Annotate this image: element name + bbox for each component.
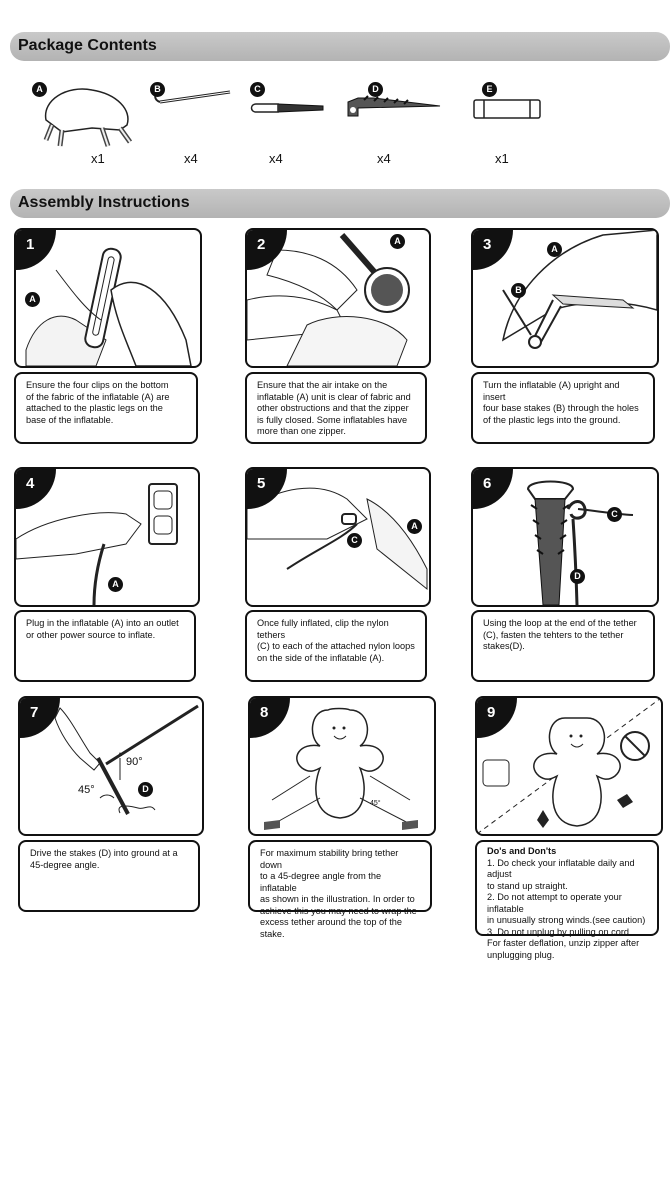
package-contents-header (10, 32, 670, 61)
label-d: D (570, 569, 585, 584)
package-item-b (150, 80, 240, 120)
label-a: A (390, 234, 405, 249)
package-item-d (344, 80, 444, 125)
package-item-c (248, 80, 328, 120)
step-5-text: Once fully inflated, clip the nylon tethers (C) to each of the attached nylon loops on the side of the inflatable (A). (245, 610, 427, 682)
package-contents-title: Package Contents (18, 37, 157, 54)
qty-e: x1 (495, 151, 509, 166)
qty-d: x4 (377, 151, 391, 166)
step-9-illustration (475, 696, 663, 836)
step-number: 9 (477, 698, 517, 738)
step-7-text: Drive the stakes (D) into ground at a 45-degree angle. (18, 840, 200, 912)
letter-badge: E (482, 82, 497, 97)
qty-a: x1 (91, 151, 105, 166)
letter-badge: A (32, 82, 47, 97)
dos-and-donts-title: Do's and Don'ts (487, 846, 557, 856)
angle-45-label: 45° (78, 784, 95, 796)
qty-c: x4 (269, 151, 283, 166)
step-3-text: Turn the inflatable (A) upright and insert four base stakes (B) through the holes of the plastic legs into the ground. (471, 372, 655, 444)
step-number: 7 (20, 698, 60, 738)
letter-badge: B (150, 82, 165, 97)
step-2-text: Ensure that the air intake on the inflatable (A) unit is clear of fabric and other obstructions and that the zipper is fully closed. Some inflatables have more than one zipper. (245, 372, 427, 444)
step-number: 1 (16, 230, 56, 270)
step-8-illustration (248, 696, 436, 836)
step-3-illustration (471, 228, 659, 368)
label-a: A (108, 577, 123, 592)
step-number: 3 (473, 230, 513, 270)
step-4-illustration (14, 467, 200, 607)
label-c: C (347, 533, 362, 548)
step-4-text: Plug in the inflatable (A) into an outlet or other power source to inflate. (14, 610, 196, 682)
step-9-text: Do's and Don'ts 1. Do check your inflatable daily and adjust to stand up straight. 2. Do not attempt to operate your inflatable in unusually strong winds.(see caution) 3. Do not unplug by pulling on cord. For faster deflation, unzip zipper after unplugging plug. (475, 840, 659, 936)
angle-90-label: 90° (126, 756, 143, 768)
step-7-illustration (18, 696, 204, 836)
step-1-text: Ensure the four clips on the bottom of the fabric of the inflatable (A) are attached to the plastic legs on the base of the inflatable. (14, 372, 198, 444)
letter-badge: D (368, 82, 383, 97)
step-6-text: Using the loop at the end of the tether (C), fasten the tehters to the tether stakes(D). (471, 610, 655, 682)
step-number: 8 (250, 698, 290, 738)
step-1-illustration (14, 228, 202, 368)
label-b: B (511, 283, 526, 298)
step-number: 5 (247, 469, 287, 509)
assembly-instructions-title: Assembly Instructions (18, 194, 190, 211)
step-2-illustration (245, 228, 431, 368)
label-a: A (25, 292, 40, 307)
step-6-illustration (471, 467, 659, 607)
package-item-e (470, 80, 550, 125)
qty-b: x4 (184, 151, 198, 166)
step-number: 4 (16, 469, 56, 509)
label-a: A (407, 519, 422, 534)
step-5-illustration (245, 467, 431, 607)
label-d: D (138, 782, 153, 797)
assembly-instructions-header (10, 189, 670, 218)
label-c: C (607, 507, 622, 522)
step-number: 2 (247, 230, 287, 270)
inflatable-base-icon (32, 80, 142, 155)
letter-badge: C (250, 82, 265, 97)
angle-45-label: 45° (370, 800, 381, 807)
package-item-a (32, 80, 142, 160)
label-a: A (547, 242, 562, 257)
step-number: 6 (473, 469, 513, 509)
step-8-text: For maximum stability bring tether down to a 45-degree angle from the inflatable as shown in the illustration. In order to achieve this you may need to wrap the excess tether around the top of the stake. (248, 840, 432, 912)
tether-stake-icon (344, 80, 444, 125)
